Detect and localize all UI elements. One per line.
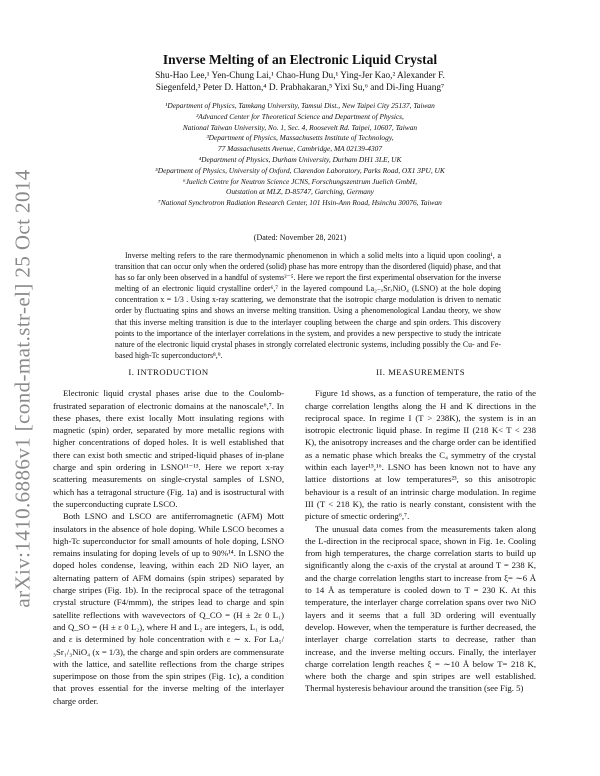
affiliation-line: ⁵Department of Physics, University of Oxford, Clarendon Laboratory, Parks Road, OX1 3PU, UK [155,165,445,175]
paragraph: The unusual data comes from the measurements taken along the L-direction in the reciprocal space, shown in Fig. 1e. Cooling from high temperatures, the charge correlation starts to build up significantly along the c-axis of the crystal at around T = 238 K, and the charge correlation lengths start to increase from ξ= ∼6 Å to 14 Å as temperature is cooled down to T = 230 K. At this temperature, the interlayer charge correlation spans over two NiO layers and it seems that a full 3D ordering will eventually develop. However, when the temperature is further decreased, the interlayer charge correlation starts to decrease, rather than increase, and the inverse melting occurs. Finally, the interlayer charge correlation length reaches ξ = ∼10 Å below T= 218 K, where both the charge and spin stripes are well established. Thermal hysteresis behaviour around the transition (see Fig. 5) [305,523,536,694]
affiliation-line: ¹Department of Physics, Tamkang University, Tamsui Dist., New Taipei City 25137, Taiwan [165,101,435,110]
affiliation-line: ⁴Department of Physics, Durham University, Durham DH1 3LE, UK [198,154,402,164]
affiliation-line: ²Advanced Center for Theoretical Science and Department of Physics, [196,111,404,121]
affiliation-line: National Taiwan University, No. 1, Sec. 4, Roosevelt Rd. Taipei, 10607, Taiwan [182,122,418,132]
affiliation-list [60,101,540,209]
abstract: Inverse melting refers to the rare thermodynamic phenomenon in which a solid melts into a liquid upon cooling¹, a transition that can occur only when the ordered (solid) phase has more entropy than the disordered (liquid) phase, and that has so far only been observed in a handful of systems²⁻⁵. Here we report the first experimental observation for the inverse melting of an electronic liquid crystalline order⁶,⁷ in the layered compound La₂₋ₓSrₓNiO₄ (LSNO) at the hole doping concentration x = 1/3 . Using x-ray scattering, we demonstrate that the isotropic charge modulation is driven to nematic order by fluctuating spins and shows an inverse melting transition. Using a phenomenological Landau theory, we show that this inverse melting transition is due to the interlayer coupling between the charge and spin orders. This discovery points to the importance of the interlayer correlations in the system, and provides a new perspective to study the intricate nature of the electronic liquid crystal phases in strongly correlated electronic systems, including possibly the Cu- and Fe-based high-Tc superconductors⁸,⁹. [115,251,501,360]
paper-title: Inverse Melting of an Electronic Liquid Crystal [162,52,438,67]
paragraph: Figure 1d shows, as a function of temperature, the ratio of the charge correlation lengths along the H and K directions in the reciprocal space. In regime I (T > 238K), the system is in an isotropic electronic liquid phase. In regime II (218 K< T < 238 K), the anisotropy increases and the charge order can be identified as a nematic phase which breaks the C₄ symmetry of the crystal within each layer¹⁵,¹⁶. LSNO has been known not to have any lattice distortions at low temperatures²³, so this anisotropic behaviour is a result of an intrinsic charge modulation. In regime III (T < 218 K), the ratio is nearly constant, consistent with the picture of smectic ordering⁶,⁷. [305,388,536,522]
dated-line: (Dated: November 28, 2021) [253,233,347,242]
affiliation-line: ⁷National Synchrotron Radiation Research Center, 101 Hsin-Ann Road, Hsinchu 30076, Taiwan [158,198,442,208]
affiliation-line: ³Department of Physics, Massachusetts Institute of Technology, [206,133,394,143]
author-line: Shu-Hao Lee,¹ Yen-Chung Lai,¹ Chao-Hung Du,¹ Ying-Jer Kao,² Alexander F. [155,71,445,81]
paragraph: Electronic liquid crystal phases arise due to the Coulomb-frustrated separation of electronic domains at the nanoscale⁶,⁷. In these phases, there exist locally Mott insulating regions with magnetic (spin) order, separated by more metallic regions with higher concentrations of doped holes. It is well established that there can exist both smectic and striped-liquid phases of in-plane charge and spin ordering in LSNO¹¹⁻¹³. Here we report x-ray scattering measurements on single-crystal samples of LSNO, which has a tetragonal structure (Fig. 1a) and is isostructural with the superconducting cuprate LSCO. [53,388,284,509]
affiliation-line: 77 Massachusetts Avenue, Cambridge, MA 02139-4307 [217,144,383,154]
arxiv-identifier: arXiv:1410.6886v1 [cond-mat.str-el] 25 Oct 2014 [10,168,35,608]
affiliation-line: ⁶Juelich Centre for Neutron Science JCNS, Forschungszentrum Juelich GmbH, [183,176,417,186]
paragraph: Both LSNO and LSCO are antiferromagnetic (AFM) Mott insulators in the absence of hole doping. While LSCO becomes a high-Tc superconductor for small amounts of hole doping, LSNO remains insulating for doping levels of up to 90%¹⁴. In LSNO the doped holes condense, leaving, within each 2D NiO layer, an alternating pattern of AFM domains (spin stripes) separated by charge stripes (Fig. 1b). In the reciprocal space of the tetragonal crystal structure (F4/mmm), the stripes lead to charge and spin satellite reflections with wavevectors of Q_CO = (H ± 2ε 0 L₁) and Q_SO = (H ± ε 0 L₂), where H and L₂ are integers, L₁ is odd, and ε is determined by hole concentration with ε ∼ x. For La₅/₃Sr₁/₃NiO₄ (x = 1/3), the charge and spin orders are commensurate with the lattice, and satellite reflections from the charge stripes superimpose on those from the spin stripes (Fig. 1c), a condition that proves essential for the inverse melting of the interlayer charge order. [53,511,284,706]
author-line: Siegenfeld,³ Peter D. Hatton,⁴ D. Prabhakaran,⁵ Yixi Su,⁶ and Di-Jing Huang⁷ [155,83,445,94]
author-list [78,70,522,95]
section-heading-measurements: II. MEASUREMENTS [375,367,466,377]
affiliation-line: Outstation at MLZ, D-85747, Garching, Germany [226,187,374,197]
right-column [305,366,536,695]
left-column [53,366,284,707]
section-heading-introduction: I. INTRODUCTION [128,367,209,377]
arxiv-sidebar-stamp [6,168,40,608]
